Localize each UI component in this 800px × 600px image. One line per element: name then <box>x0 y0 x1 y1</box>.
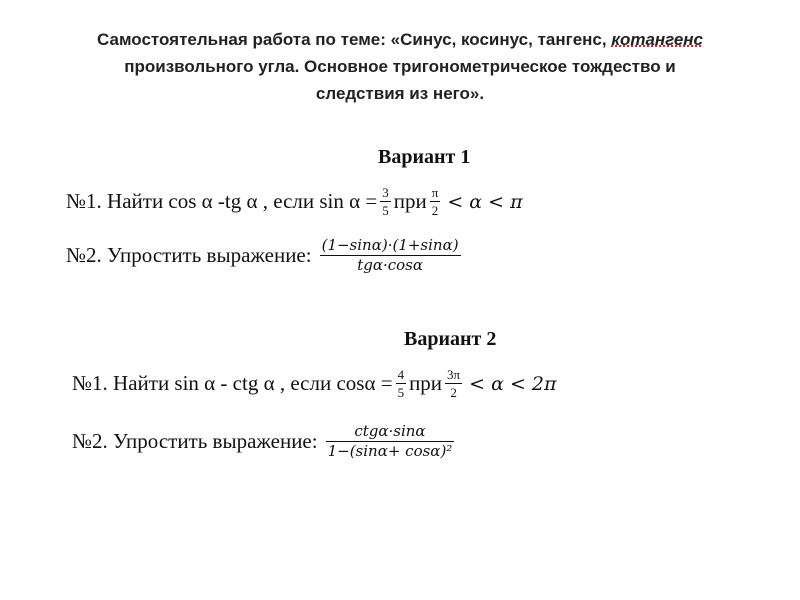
variant-2-heading: Вариант 2 <box>404 328 497 350</box>
title-line-1-text: Самостоятельная работа по теме: «Синус, косинус, тангенс, <box>97 30 612 49</box>
fraction-denominator: 1−(sinα+ cosα)² <box>327 442 453 460</box>
task-text: №2. Упростить выражение: <box>66 243 312 267</box>
fraction-denominator: 2 <box>450 385 457 400</box>
page-title <box>40 26 760 107</box>
task-text-pri: при <box>409 371 443 395</box>
expression-fraction <box>326 424 455 459</box>
fraction-denominator: 2 <box>431 203 439 218</box>
variant-1-task-1 <box>66 186 523 217</box>
fraction-bar <box>380 201 391 202</box>
fraction-denominator: 5 <box>382 203 389 218</box>
fraction-numerator: 3 <box>382 185 389 200</box>
fraction-numerator: π <box>431 185 439 200</box>
expression-fraction <box>320 238 461 273</box>
inequality: < α < π <box>447 190 523 213</box>
fraction-numerator: 3π <box>447 367 461 382</box>
title-line-3: следствия из него». <box>315 84 485 103</box>
fraction-numerator: 4 <box>397 367 405 382</box>
task-text: №1. Найти sin α - ctg α , если cosα = <box>72 371 393 395</box>
variant-1-task-2 <box>66 238 464 273</box>
inequality: < α < 2π <box>469 372 557 395</box>
fraction <box>396 368 407 399</box>
fraction <box>380 186 391 217</box>
task-text: №2. Упростить выражение: <box>72 429 318 453</box>
title-line-2: произвольного угла. Основное тригонометрическое тождество и <box>124 57 676 76</box>
condition-fraction <box>430 186 441 217</box>
variant-2-task-2 <box>72 424 457 459</box>
title-line-1-italic: котангенс <box>611 30 703 49</box>
fraction-numerator: ctgα·sinα <box>354 422 426 440</box>
fraction-denominator: tgα·cosα <box>357 256 423 274</box>
fraction-bar <box>430 201 441 202</box>
variant-1-heading: Вариант 1 <box>378 146 471 168</box>
condition-fraction <box>445 368 462 399</box>
title-line-1 <box>40 26 760 53</box>
fraction-bar <box>445 383 462 384</box>
task-text: №1. Найти cos α -tg α , если sin α = <box>66 189 378 213</box>
fraction-denominator: 5 <box>397 385 405 400</box>
variant-2-task-1 <box>72 368 557 399</box>
fraction-bar <box>396 383 407 384</box>
task-text-pri: при <box>393 189 427 213</box>
fraction-numerator: (1−sinα)·(1+sinα) <box>321 236 459 254</box>
